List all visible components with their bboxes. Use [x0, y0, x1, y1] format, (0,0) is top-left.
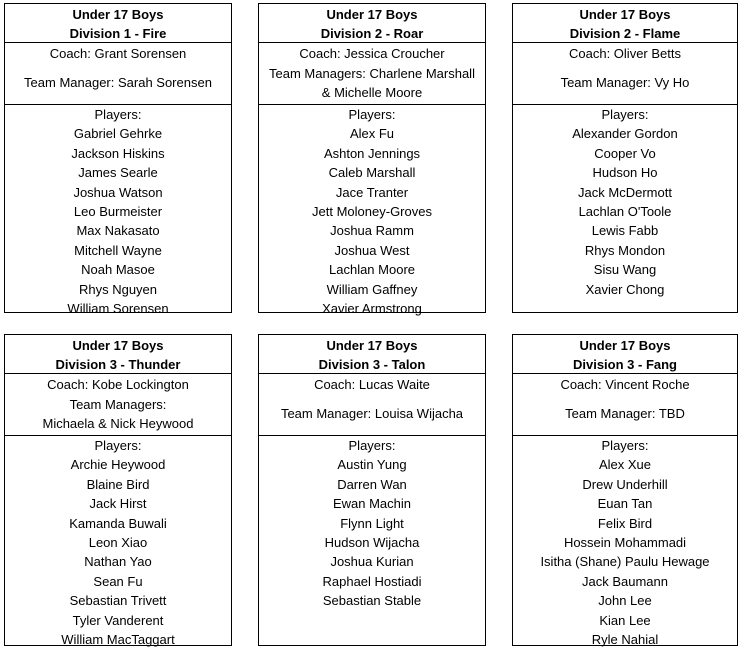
- team-staff: [513, 374, 737, 436]
- player-name: Xavier Armstrong: [322, 301, 422, 317]
- team-card-div3-talon: [258, 334, 486, 646]
- player-name: Nathan Yao: [84, 554, 152, 570]
- manager-line: Team Manager: Louisa Wijacha: [280, 406, 464, 421]
- player-name: William Sorensen: [67, 301, 169, 317]
- player-name: Jack McDermott: [578, 184, 672, 200]
- players-label: Players:: [94, 107, 142, 122]
- player-name: Sebastian Stable: [322, 593, 422, 609]
- team-header: [5, 4, 231, 43]
- player-name: Felix Bird: [597, 515, 653, 531]
- player-name: William Gaffney: [326, 281, 418, 297]
- player-name: Leo Burmeister: [73, 204, 163, 220]
- players-label: Players:: [601, 107, 649, 122]
- player-name: Drew Underhill: [582, 476, 668, 492]
- player-name: Ryle Nahial: [591, 632, 659, 648]
- player-name: Cooper Vo: [594, 145, 656, 161]
- player-name: John Lee: [598, 593, 652, 609]
- player-name: Noah Masoe: [81, 262, 155, 278]
- team-card-div2-flame: [512, 3, 738, 313]
- player-name: Tyler Vanderent: [72, 612, 164, 628]
- team-card-div2-roar: [258, 3, 486, 317]
- player-name: Joshua Watson: [73, 184, 163, 200]
- player-name: Lachlan Moore: [329, 262, 415, 278]
- division-title: Division 2 - Flame: [569, 26, 681, 41]
- player-name: Kian Lee: [599, 612, 651, 628]
- player-name: Alex Fu: [349, 126, 395, 142]
- coach-line: Coach: Jessica Croucher: [299, 46, 445, 61]
- coach-line: Coach: Vincent Roche: [560, 377, 690, 392]
- player-name: Isitha (Shane) Paulu Hewage: [540, 554, 710, 570]
- players-label: Players:: [348, 107, 396, 122]
- player-name: Archie Heywood: [70, 457, 166, 473]
- player-name: Joshua Ramm: [330, 223, 414, 239]
- manager-line-2: & Michelle Moore: [321, 85, 423, 100]
- player-name: Lewis Fabb: [591, 223, 659, 239]
- player-name: Rhys Nguyen: [78, 281, 158, 297]
- player-name: Lachlan O'Toole: [578, 204, 672, 220]
- player-name: Max Nakasato: [76, 223, 160, 239]
- players-list: [5, 436, 231, 649]
- team-header: [5, 335, 231, 374]
- team-header: [259, 4, 485, 43]
- team-staff: [5, 374, 231, 436]
- manager-line: Team Managers:: [69, 397, 167, 412]
- team-staff: [513, 43, 737, 105]
- player-name: Joshua Kurian: [330, 554, 414, 570]
- player-name: Jack Hirst: [89, 496, 147, 512]
- player-name: Euan Tan: [597, 496, 653, 512]
- age-group-title: Under 17 Boys: [72, 7, 164, 22]
- players-list: [513, 436, 737, 649]
- division-title: Division 2 - Roar: [320, 26, 424, 41]
- age-group-title: Under 17 Boys: [579, 338, 671, 353]
- players-list: [259, 105, 485, 318]
- players-list: [513, 105, 737, 299]
- team-header: [513, 335, 737, 374]
- player-name: James Searle: [78, 165, 158, 181]
- manager-line: Team Manager: Sarah Sorensen: [24, 75, 212, 90]
- coach-line: Coach: Grant Sorensen: [49, 46, 187, 61]
- manager-block: [7, 395, 229, 433]
- player-name: Sisu Wang: [593, 262, 657, 278]
- manager-line: Team Manager: TBD: [565, 406, 685, 421]
- player-name: Ashton Jennings: [323, 145, 421, 161]
- player-name: Xavier Chong: [585, 281, 665, 297]
- player-name: Gabriel Gehrke: [73, 126, 163, 142]
- team-staff: [259, 374, 485, 436]
- player-name: William MacTaggart: [61, 632, 175, 648]
- manager-line: Team Manager: Vy Ho: [560, 75, 690, 90]
- player-name: Hudson Ho: [592, 165, 658, 181]
- coach-line: Coach: Kobe Lockington: [47, 377, 189, 392]
- division-title: Division 1 - Fire: [69, 26, 167, 41]
- division-title: Division 3 - Talon: [318, 357, 426, 372]
- age-group-title: Under 17 Boys: [326, 7, 418, 22]
- player-name: Leon Xiao: [88, 535, 148, 551]
- players-list: [259, 436, 485, 611]
- player-name: Austin Yung: [337, 457, 407, 473]
- player-name: Raphael Hostiadi: [322, 573, 422, 589]
- player-name: Blaine Bird: [86, 476, 150, 492]
- team-staff: [5, 43, 231, 105]
- player-name: Jace Tranter: [335, 184, 409, 200]
- players-list: [5, 105, 231, 318]
- player-name: Hossein Mohammadi: [563, 535, 687, 551]
- team-card-div3-fang: [512, 334, 738, 646]
- player-name: Ewan Machin: [332, 496, 412, 512]
- age-group-title: Under 17 Boys: [326, 338, 418, 353]
- player-name: Alexander Gordon: [572, 126, 678, 142]
- player-name: Jack Baumann: [582, 573, 668, 589]
- coach-line: Coach: Lucas Waite: [314, 377, 430, 392]
- player-name: Joshua West: [334, 242, 410, 258]
- team-card-div3-thunder: [4, 334, 232, 646]
- player-name: Rhys Mondon: [584, 242, 666, 258]
- division-title: Division 3 - Thunder: [55, 357, 181, 372]
- team-card-div1-fire: [4, 3, 232, 317]
- age-group-title: Under 17 Boys: [579, 7, 671, 22]
- player-name: Jett Moloney-Groves: [312, 204, 432, 220]
- players-label: Players:: [601, 438, 649, 453]
- age-group-title: Under 17 Boys: [72, 338, 164, 353]
- manager-block: [261, 64, 483, 102]
- team-staff: [259, 43, 485, 105]
- player-name: Jackson Hiskins: [71, 145, 165, 161]
- players-label: Players:: [348, 438, 396, 453]
- team-header: [259, 335, 485, 374]
- player-name: Kamanda Buwali: [69, 515, 167, 531]
- player-name: Sean Fu: [93, 573, 143, 589]
- player-name: Hudson Wijacha: [324, 535, 420, 551]
- players-label: Players:: [94, 438, 142, 453]
- player-name: Caleb Marshall: [328, 165, 416, 181]
- manager-line-2: Michaela & Nick Heywood: [42, 416, 194, 431]
- coach-line: Coach: Oliver Betts: [569, 46, 681, 61]
- player-name: Alex Xue: [598, 457, 652, 473]
- player-name: Darren Wan: [337, 476, 407, 492]
- player-name: Flynn Light: [340, 515, 404, 531]
- division-title: Division 3 - Fang: [572, 357, 677, 372]
- player-name: Sebastian Trivett: [69, 593, 167, 609]
- player-name: Mitchell Wayne: [74, 242, 162, 258]
- manager-line: Team Managers: Charlene Marshall: [269, 66, 475, 81]
- team-header: [513, 4, 737, 43]
